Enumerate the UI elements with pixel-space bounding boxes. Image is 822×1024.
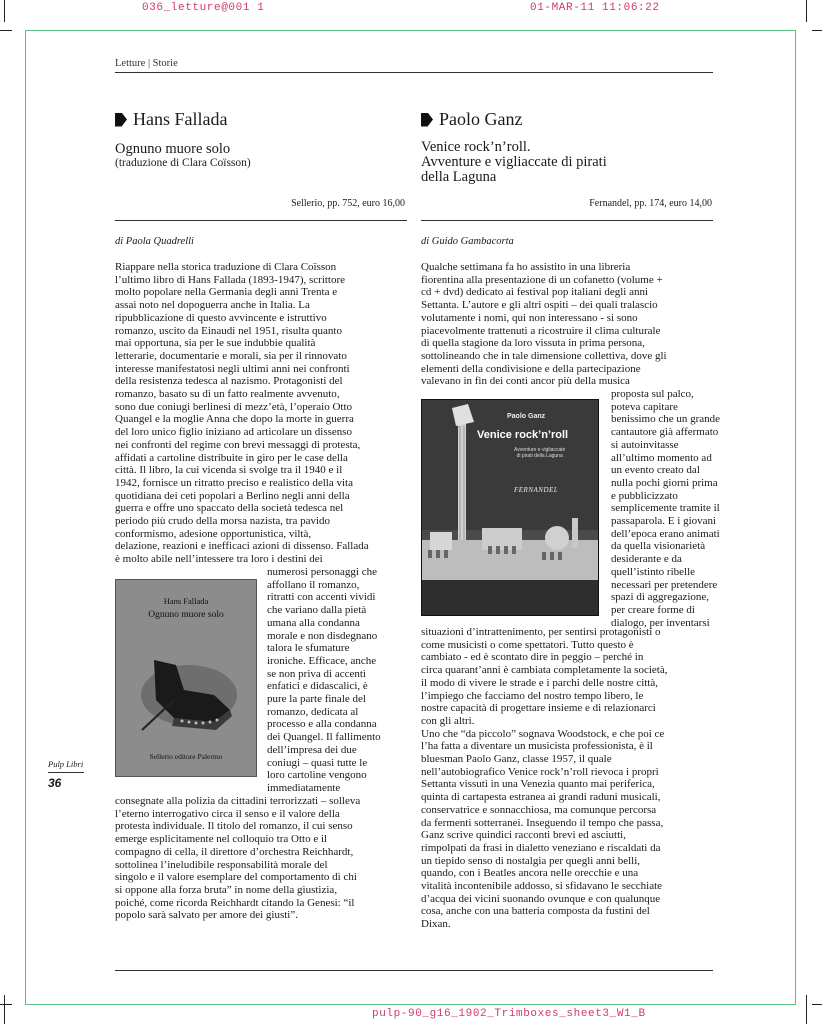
text-line: talora le sfumature	[267, 642, 350, 655]
text-line: un evento creato dal	[611, 464, 700, 477]
crop-mark	[806, 0, 807, 22]
text-line: 1942, fornisce un ritratto preciso e realistico della vita	[115, 476, 353, 489]
cover-author: Hans Fallada	[163, 596, 209, 606]
text-line: immediatamente	[267, 781, 341, 794]
text-line: poiché, come ricorda Reichhardt citando la Genesi: “il	[115, 896, 355, 909]
left-paragraph-3	[115, 795, 415, 922]
right-author-heading	[421, 109, 522, 130]
cover-author: Paolo Ganz	[507, 413, 546, 420]
cover-signature: FERNANDEL	[514, 486, 559, 494]
crop-mark	[806, 995, 807, 1024]
text-line: volutamente i nomi, qui non interessano - si sono	[421, 311, 638, 324]
side-rule	[48, 772, 84, 773]
text-line: piacevolmente trattenuti a ricostruire il clima culturale	[421, 324, 661, 337]
text-line: cd + dvd) dedicato ai festival pop italiani degli anni	[421, 286, 649, 299]
text-line: mai opportuna, sia per le sue indubbie qualità	[115, 337, 316, 350]
page-number: 36	[48, 776, 62, 790]
text-line: del loro unico figlio iniziano ad articolare un dissenso	[115, 426, 353, 439]
text-line: poteva capitare	[611, 400, 678, 413]
subtitle-line: Avventure e vigliaccate	[514, 447, 566, 453]
text-line: romanzo, dedicata al	[267, 705, 359, 718]
text-line: valevano in fin dei conti ancor più della musica	[421, 375, 630, 388]
text-line: sono due coniugi berlinesi di mezz’età, l’operaio Otto	[115, 400, 353, 413]
text-line: delazione, reazioni e inefficaci azioni di dissenso. Fallada	[115, 540, 369, 553]
text-line: situazioni d’intrattenimento, per sentirsi protagonisti o	[421, 626, 661, 638]
text-line: quinta di cartapesta estranea ai grandi raduni musicali,	[421, 791, 661, 804]
text-line: assai noto nel dopoguerra anche in Italia. La	[115, 299, 310, 312]
title-line: Venice rock’n’roll.	[421, 139, 531, 155]
text-line: Qualche settimana fa ho assistito in una libreria	[421, 261, 631, 273]
text-line: cambiato - ed è scontato dire in peggio – perché in	[421, 651, 644, 664]
cover-subtitle	[514, 447, 565, 459]
text-line: loro cartoline vengono	[267, 769, 367, 782]
title-line: Avventure e vigliaccate di pirati	[421, 154, 607, 170]
left-book-cover	[115, 579, 257, 777]
text-line: quando, con i Beatles ancora nelle orecchie e una	[421, 867, 639, 880]
text-line: città. Il libro, la cui vicenda si svolge tra il 1940 e il	[115, 464, 343, 477]
crop-mark	[812, 30, 822, 31]
text-line: rimpolpati da frasi in dialetto veneziano e riscaldati da	[421, 841, 661, 854]
text-line: compagno di cella, il direttore d’orchestra Reichhardt,	[115, 845, 354, 858]
text-line: conformismo, adesione opportunistica, viltà,	[115, 527, 312, 540]
text-line: con gli altri.	[421, 714, 475, 727]
text-line: cosa, anche con una batteria composta da fustini del	[421, 905, 650, 918]
text-line: dell’impresa dei due	[267, 743, 357, 756]
trim-left	[25, 30, 26, 1005]
text-line: protesta individuale. Il titolo del romanzo, il cui senso	[115, 820, 353, 833]
slug-top-right: 01-MAR-11 11:06:22	[530, 2, 660, 14]
arrow-icon	[115, 113, 127, 127]
text-line: ritratti con accenti vividi	[267, 591, 376, 604]
text-line: Riappare nella storica traduzione di Clara Coïsson	[115, 261, 337, 273]
text-line: umana alla condanna	[267, 616, 360, 629]
text-line: emerge esplicitamente nel colloquio tra Otto e il	[115, 833, 328, 846]
arrow-icon	[421, 113, 433, 127]
text-line: coniugi – quasi tutte le	[267, 756, 368, 769]
cover-title: Venice rock’n’roll	[477, 429, 569, 441]
right-byline: di Guido Gambacorta	[421, 236, 514, 247]
text-line: benissimo che un grande	[611, 413, 721, 426]
crop-mark	[0, 1004, 12, 1005]
left-book-title: Ognuno muore solo	[115, 141, 231, 157]
text-line: nei confronti del regime con brevi messaggi di protesta,	[115, 438, 361, 451]
text-line: se non priva di accenti	[267, 667, 366, 680]
right-paragraph-2	[611, 388, 721, 629]
text-line: affidati a cartoline distribuite in giro per le case della	[115, 451, 348, 464]
text-line: romanzo, uscito da Einaudi nel 1951, risulta quanto	[115, 324, 342, 337]
text-line: dialogo, per inventarsi	[611, 616, 710, 629]
text-line: molto popolare nella Germania degli anni Trenta e	[115, 286, 338, 299]
text-line: passaparola. E i giovani	[611, 515, 717, 528]
boot-illustration	[134, 640, 238, 735]
text-line: dei Quangel. Il fallimento	[267, 731, 381, 744]
text-line: di quella stagione da loro vissuta in prima persona,	[421, 337, 645, 350]
text-line: spazi di aggregazione,	[611, 591, 710, 604]
text-line: l’ha fatta a diventare un musicista professionista, è il	[421, 740, 653, 753]
text-line: l’ultimo libro di Hans Fallada (1893-1947), scrittore	[115, 273, 346, 286]
text-line: sottolineando che in tale dimensione collettiva, dove gli	[421, 349, 667, 362]
left-paragraph-1	[115, 261, 415, 566]
slug-top-left: 036_letture@001 1	[142, 2, 265, 14]
text-line: Uno che “da piccolo” sognava Woodstock, e che poi ce	[421, 727, 665, 740]
text-line: quotidiana dei ceti popolari a Berlino negli anni della	[115, 489, 350, 502]
text-line: affollano il romanzo,	[267, 578, 360, 591]
section-label: Letture | Storie	[115, 58, 178, 69]
cover-title: Ognuno muore solo	[148, 610, 224, 620]
text-line: letterarie, documentarie e morali, sia per il rinnovato	[115, 349, 347, 362]
text-line: il modo di vivere le strade e i parchi delle nostre città,	[421, 676, 659, 689]
text-line: guerra e offre uno spaccato della società tedesca nel	[115, 502, 344, 515]
text-line: ripubblicazione di questo avvincente e istruttivo	[115, 311, 327, 324]
text-line: circa quarant’anni è cambiata completamente la società,	[421, 664, 668, 677]
text-line: singolo e il valore esemplare del comportamento di chi	[115, 871, 357, 884]
trim-right	[795, 30, 796, 1005]
text-line: nostre capacità di progettare insieme e di relazionarci	[421, 702, 656, 715]
text-line: da fermenti sotterranei. Inseguendo il tempo che passa,	[421, 816, 664, 829]
text-line: nulla pochi giorni prima	[611, 476, 718, 489]
text-line: fiorentina alla presentazione di un cofanetto (volume +	[421, 273, 663, 286]
text-line: l’eterno interrogativo circa il senso e il valore della	[115, 807, 340, 820]
text-line: e pubblicizzato	[611, 489, 678, 502]
text-line: Dixan.	[421, 918, 451, 931]
text-line: numerosi personaggi che	[267, 566, 377, 578]
text-line: come musicisti o come spettatori. Tutto questo è	[421, 638, 634, 651]
text-line: nell’autobiografico Venice rock’n’roll rievoca i propri	[421, 765, 659, 778]
text-line: morale e non disdegnano	[267, 629, 378, 642]
text-line: da quella visionarietà	[611, 540, 706, 553]
text-line: periodo più crudo della morsa nazista, tra pavido	[115, 515, 331, 528]
text-line: all’ultimo momento ad	[611, 451, 712, 464]
text-line: sottolinea l’ineludibile responsabilità morale del	[115, 858, 328, 871]
text-line: vitalità incontenibile addosso, si sfidavano le secchiate	[421, 880, 663, 893]
text-line: è molto abile nell’intessere tra loro i destini dei	[115, 553, 323, 566]
right-book-title	[421, 140, 607, 185]
text-line: l’impiego che facciamo del nostro tempo libero, le	[421, 689, 644, 702]
left-author-heading	[115, 109, 227, 130]
footer-rule	[115, 970, 713, 971]
header-rule	[115, 72, 713, 73]
right-paragraph-1	[421, 261, 721, 388]
text-line: pure la parte finale del	[267, 693, 366, 706]
text-line: Settanta vissuti in una Venezia quanto mai periferica,	[421, 778, 655, 791]
text-line: interesse manifestatosi negli ultimi anni nei confronti	[115, 362, 350, 375]
text-line: processo e alla condanna	[267, 718, 377, 731]
text-line: consegnate alla polizia da cittadini terrorizzati – solleva	[115, 795, 361, 807]
side-label: Pulp Libri	[48, 759, 84, 769]
text-line: semplicemente tramite il	[611, 502, 720, 515]
crop-mark	[0, 30, 12, 31]
text-line: Ganz scrive quindici racconti brevi ed asciutti,	[421, 829, 626, 842]
text-line: bluesman Paolo Ganz, classe 1957, il quale	[421, 753, 612, 766]
left-paragraph-2	[267, 566, 417, 795]
title-line: della Laguna	[421, 169, 497, 185]
text-line: d’acqua dei vicini suonando ovunque e con qualunque	[421, 892, 661, 905]
crop-mark	[812, 1004, 822, 1005]
text-line: elementi della condivisione e della partecipazione	[421, 362, 641, 375]
cover-publisher: Sellerio editore Palermo	[149, 752, 223, 761]
text-line: dell’epoca erano animati	[611, 527, 720, 540]
text-line: della resistenza tedesca al nazismo. Protagonisti del	[115, 375, 343, 388]
left-book-subtitle: (traduzione di Clara Coïsson)	[115, 157, 251, 169]
right-author: Paolo Ganz	[439, 109, 523, 129]
crop-mark	[4, 0, 5, 22]
text-line: che variano dalla pietà	[267, 604, 367, 617]
text-line: desiderante e da	[611, 553, 682, 566]
text-line: un tiepido senso di nostalgia per quegli anni belli,	[421, 854, 641, 867]
trim-bottom	[25, 1004, 795, 1005]
left-rule	[115, 220, 407, 221]
right-paragraph-3	[421, 626, 721, 931]
text-line: conservatrice e sonnacchiosa, ma comunque percorsa	[421, 803, 657, 816]
left-publisher: Sellerio, pp. 752, euro 16,00	[291, 198, 405, 209]
text-line: cantautore già affermato	[611, 426, 719, 439]
text-line: Quangel e la moglie Anna che dopo la morte in guerra	[115, 413, 354, 426]
right-publisher: Fernandel, pp. 174, euro 14,00	[589, 198, 712, 209]
right-book-cover	[421, 399, 599, 616]
text-line: si oppone alla forza bruta” in nome della giustizia,	[115, 883, 338, 896]
text-line: necessari per pretendere	[611, 578, 718, 591]
crop-mark	[4, 995, 5, 1024]
text-line: Settanta. L’autore e gli altri ospiti – dei quali tralascio	[421, 299, 658, 312]
text-line: per creare forme di	[611, 603, 695, 616]
slug-bottom: pulp-90_g16_1902_Trimboxes_sheet3_W1_B	[372, 1008, 646, 1020]
text-line: ironiche. Efficace, anche	[267, 654, 377, 667]
text-line: popolo sarà salvato per amore dei giusti”.	[115, 909, 298, 922]
text-line: romanzo, basato su di un fatto realmente avvenuto,	[115, 388, 340, 401]
subtitle-line: di pirati della Laguna	[516, 453, 563, 459]
left-author: Hans Fallada	[133, 109, 228, 129]
text-line: quell’istinto ribelle	[611, 565, 696, 578]
text-line: proposta sul palco,	[611, 388, 694, 400]
right-rule	[421, 220, 713, 221]
left-byline: di Paola Quadrelli	[115, 236, 194, 247]
text-line: enfatici e didascalici, è	[267, 680, 368, 693]
trim-top	[25, 30, 795, 31]
text-line: si autoinvitasse	[611, 438, 679, 451]
